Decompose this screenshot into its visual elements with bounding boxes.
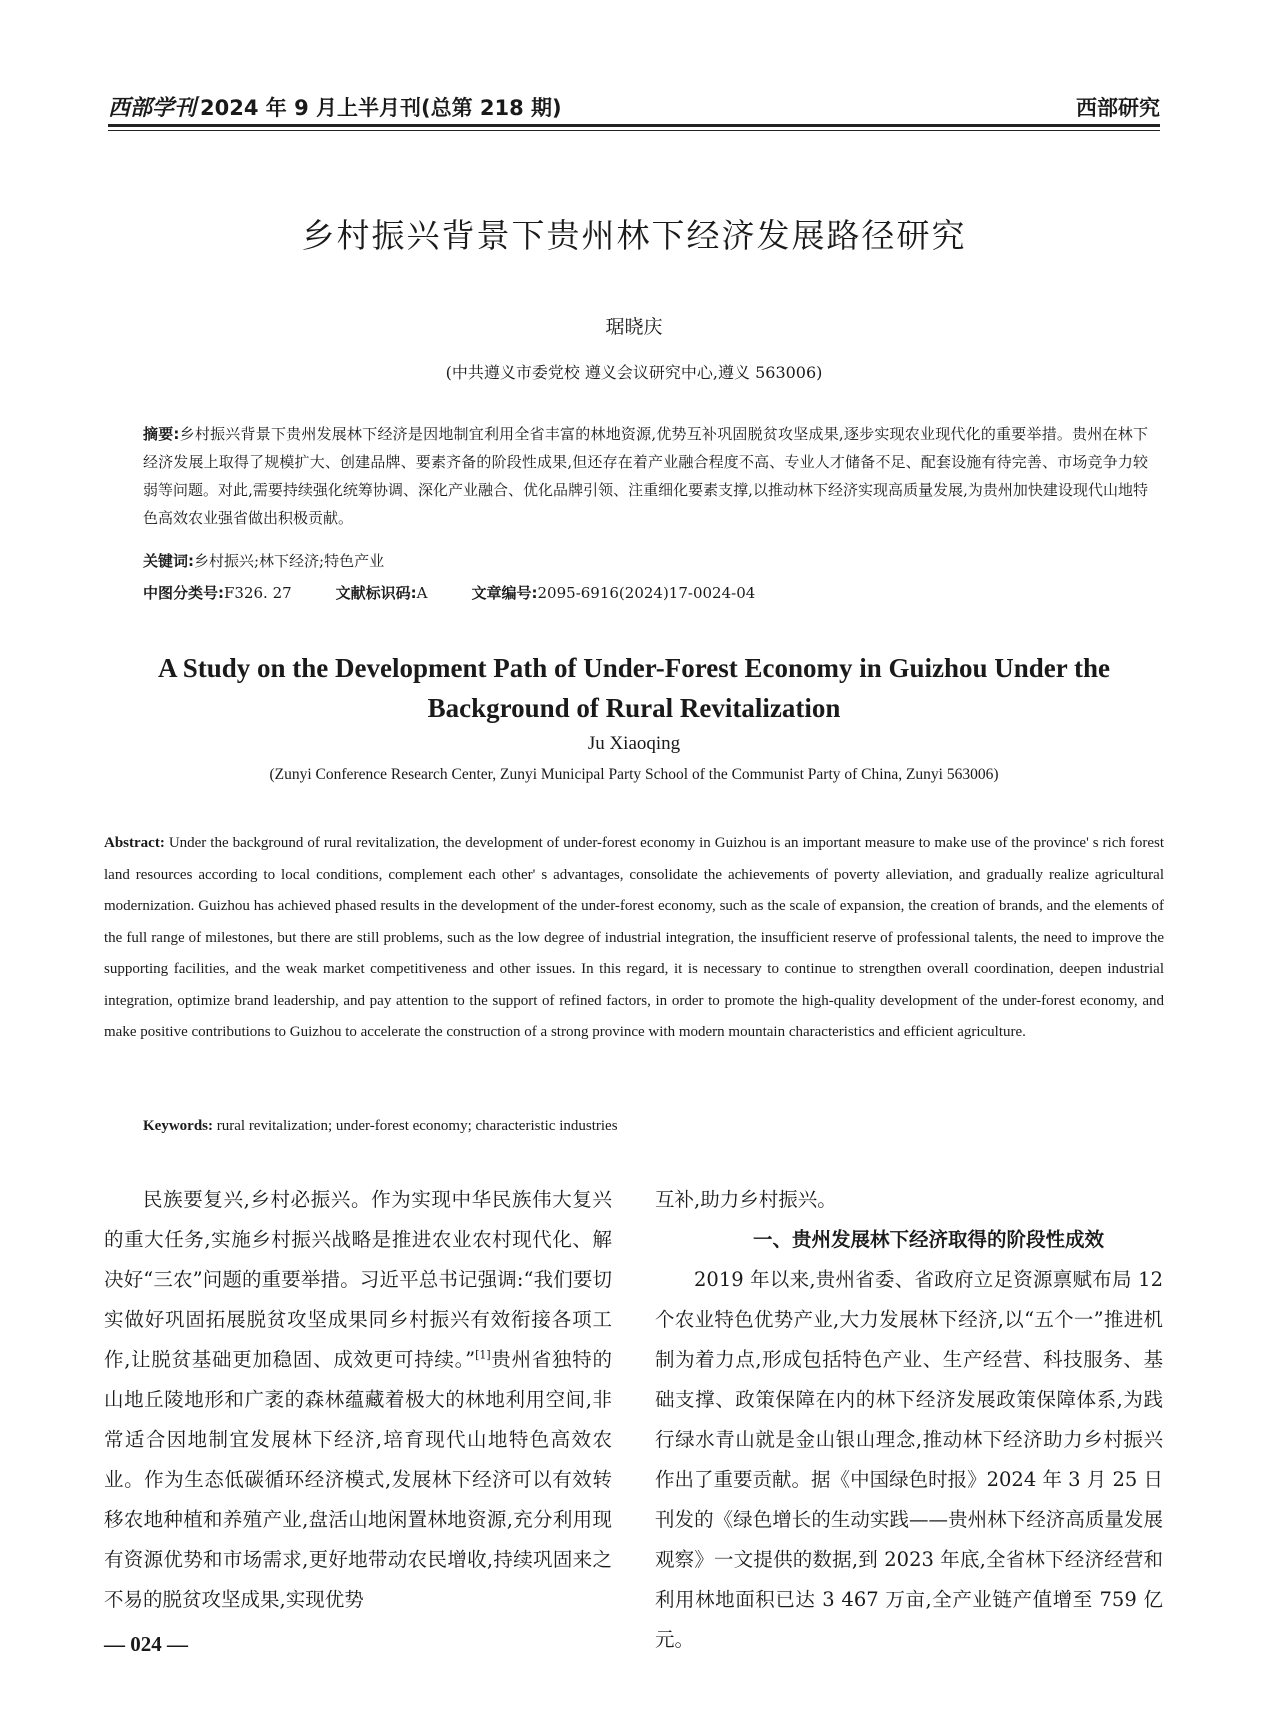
document-code (336, 582, 428, 603)
clc-label: 中图分类号: (143, 584, 224, 602)
clc-number (143, 582, 292, 603)
keywords-label: 关键词: (143, 552, 194, 570)
article-number (472, 582, 756, 603)
body-column-right (655, 1180, 1163, 1660)
author-english: Ju Xiaoqing (587, 733, 681, 754)
page-number: — 024 — (104, 1632, 188, 1656)
keywords-chinese (143, 550, 384, 571)
abstract-chinese (143, 420, 1148, 532)
journal-logo: 西部学刊 (108, 95, 197, 121)
article-value: 2095-6916(2024)17-0024-04 (537, 584, 756, 602)
keywords-english (143, 1118, 618, 1135)
header-left (108, 91, 562, 122)
author-chinese: 琚晓庆 (605, 316, 663, 338)
classification-row (143, 582, 799, 603)
keywords-text: 乡村振兴;林下经济;特色产业 (194, 552, 385, 570)
abstract-text: 乡村振兴背景下贵州发展林下经济是因地制宜利用全省丰富的林地资源,优势互补巩固脱贫攻坚成果,逐步实现农业现代化的重要举措。贵州在林下经济发展上取得了规模扩大、创建品牌、要素齐备的阶段性成果,但还存在着产业融合程度不高、专业人才储备不足、配套设施有待完善、市场竞争力较弱等问题。对此,需要持续强化统筹协调、深化产业融合、优化品牌引领、注重细化要素支撑,以推动林下经济实现高质量发展,为贵州加快建设现代山地特色高效农业强省做出积极贡献。 (143, 425, 1149, 527)
paragraph-text: 民族要复兴,乡村必振兴。作为实现中华民族伟大复兴的重大任务,实施乡村振兴战略是推进农业农村现代化、解决好“三农”问题的重要举措。习近平总书记强调:“我们要切实做好巩固拓展脱贫攻坚成果同乡村振兴有效衔接各项工作,让脱贫基础更加稳固、成效更可持续。” (104, 1188, 612, 1371)
body-paragraph-continued: 互补,助力乡村振兴。 (655, 1188, 837, 1211)
body-paragraph (104, 1180, 612, 1620)
body-column-left (104, 1180, 612, 1620)
citation-ref: [1] (475, 1348, 491, 1362)
doc-value: A (416, 584, 428, 602)
abstract-label: 摘要: (143, 425, 180, 443)
keywords-en-label: Keywords: (143, 1118, 213, 1134)
affiliation-english: (Zunyi Conference Research Center, Zunyi Municipal Party School of the Communist Party of China, Zunyi 563006) (269, 766, 999, 783)
clc-value: F326. 27 (224, 584, 292, 602)
body-paragraph: 2019 年以来,贵州省委、省政府立足资源禀赋布局 12 个农业特色优势产业,大力发展林下经济,以“五个一”推进机制为着力点,形成包括特色产业、生产经营、科技服务、基础支撑、政策保障在内的林下经济发展政策保障体系,为践行绿水青山就是金山银山理念,推动林下经济助力乡村振兴作出了重要贡献。据《中国绿色时报》2024 年 3 月 25 日刊发的《绿色增长的生动实践——贵州林下经济高质量发展观察》一文提供的数据,到 2023 年底,全省林下经济经营和利用林地面积已达 3 467 万亩,全产业链产值增至 759 亿元。 (655, 1268, 1163, 1651)
abstract-en-label: Abstract: (104, 835, 165, 851)
doc-label: 文献标识码: (335, 584, 417, 602)
keywords-en-text: rural revitalization; under-forest economy; characteristic industries (216, 1118, 618, 1134)
title-english: A Study on the Development Path of Under-Forest Economy in Guizhou Under the Background of Rural Revitalization (157, 653, 1111, 723)
header-rule-thin (108, 130, 1160, 131)
article-label: 文章编号: (471, 584, 538, 602)
header-rule (108, 124, 1160, 127)
section-name: 西部研究 (1076, 96, 1160, 120)
section-heading: 一、贵州发展林下经济取得的阶段性成效 (752, 1228, 1104, 1251)
running-header (108, 80, 1160, 122)
affiliation-chinese: (中共遵义市委党校 遵义会议研究中心,遵义 563006) (445, 363, 823, 382)
abstract-english (104, 828, 1164, 1049)
abstract-en-text: Under the background of rural revitalization, the development of under-forest economy in Guizhou is an important measure to make use of the province' s rich forest land resources according to local conditions, complement each other' s advantages, consolidate the achievements of poverty alleviation, and gradually realize agricultural modernization. Guizhou has achieved phased results in the development of the under-forest economy, such as the scale of expansion, the creation of brands, and the elements of the full range of milestones, but there are still problems, such as the low degree of industrial integration, the insufficient reserve of professional talents, the need to improve the supporting facilities, and the weak market competitiveness and other issues. In this regard, it is necessary to continue to strengthen overall coordination, deepen industrial integration, optimize brand leadership, and pay attention to the support of refined factors, in order to promote the high-quality development of the under-forest economy, and make positive contributions to Guizhou to accelerate the construction of a strong province with modern mountain characteristics and efficient agriculture. (104, 835, 1164, 1040)
issue-info: 2024 年 9 月上半月刊(总第 218 期) (200, 96, 562, 120)
title-chinese: 乡村振兴背景下贵州林下经济发展路径研究 (301, 216, 967, 255)
paragraph-text-cont: 贵州省独特的山地丘陵地形和广袤的森林蕴藏着极大的林地利用空间,非常适合因地制宜发展林下经济,培育现代山地特色高效农业。作为生态低碳循环经济模式,发展林下经济可以有效转移农地种植和养殖产业,盘活山地闲置林地资源,充分利用现有资源优势和市场需求,更好地带动农民增收,持续巩固来之不易的脱贫攻坚成果,实现优势 (104, 1348, 612, 1611)
